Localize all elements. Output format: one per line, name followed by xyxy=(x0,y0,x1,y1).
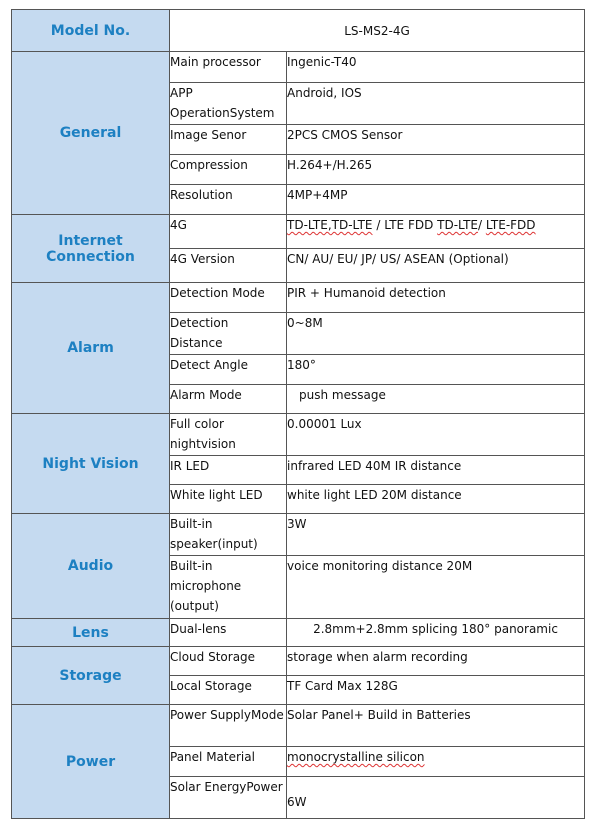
row-value: H.264+/H.265 xyxy=(287,155,585,185)
row-value: Android, IOS xyxy=(287,83,585,125)
row-label: Main processor xyxy=(170,52,287,83)
row-label: 4G xyxy=(170,215,287,249)
row-label: Alarm Mode xyxy=(170,385,287,414)
row-label: Detect Angle xyxy=(170,355,287,385)
row-label: Panel Material xyxy=(170,747,287,777)
section-night-vision: Night Vision xyxy=(12,414,170,514)
table-row xyxy=(12,414,585,456)
row-label: Solar EnergyPower xyxy=(170,777,287,819)
row-label: Image Senor xyxy=(170,125,287,155)
row-label: Built-in speaker(input) xyxy=(170,514,287,556)
row-value: Solar Panel+ Build in Batteries xyxy=(287,705,585,747)
row-value: PIR + Humanoid detection xyxy=(287,283,585,313)
row-value: TF Card Max 128G xyxy=(287,676,585,705)
row-value: TD-LTE,TD-LTE / LTE FDD TD-LTE/ LTE-FDD xyxy=(287,215,585,249)
row-label: Cloud Storage xyxy=(170,647,287,676)
row-value: 180° xyxy=(287,355,585,385)
model-label: Model No. xyxy=(12,10,170,52)
table-row xyxy=(12,283,585,313)
spec-table xyxy=(11,9,585,819)
row-value: 2PCS CMOS Sensor xyxy=(287,125,585,155)
row-label: Compression xyxy=(170,155,287,185)
section-lens: Lens xyxy=(12,619,170,647)
row-label: Built-in microphone (output) xyxy=(170,556,287,619)
row-value: Ingenic-T40 xyxy=(287,52,585,83)
row-value: push message xyxy=(287,385,585,414)
row-label: Full color nightvision xyxy=(170,414,287,456)
row-label: Power SupplyMode xyxy=(170,705,287,747)
row-label: Dual-lens xyxy=(170,619,287,647)
model-row xyxy=(12,10,585,52)
row-label: IR LED xyxy=(170,456,287,485)
row-label: Detection Mode xyxy=(170,283,287,313)
row-value: 6W xyxy=(287,777,585,819)
section-audio: Audio xyxy=(12,514,170,619)
row-value: CN/ AU/ EU/ JP/ US/ ASEAN (Optional) xyxy=(287,249,585,283)
row-value: storage when alarm recording xyxy=(287,647,585,676)
row-label: 4G Version xyxy=(170,249,287,283)
row-label: Resolution xyxy=(170,185,287,215)
row-label: Detection Distance xyxy=(170,313,287,355)
row-value: infrared LED 40M IR distance xyxy=(287,456,585,485)
table-row xyxy=(12,647,585,676)
row-value: 2.8mm+2.8mm splicing 180° panoramic xyxy=(287,619,585,647)
model-value: LS-MS2-4G xyxy=(170,10,585,52)
section-power: Power xyxy=(12,705,170,819)
table-row xyxy=(12,52,585,83)
row-label: Local Storage xyxy=(170,676,287,705)
table-row xyxy=(12,619,585,647)
table-row xyxy=(12,514,585,556)
table-row xyxy=(12,705,585,747)
row-value: white light LED 20M distance xyxy=(287,485,585,514)
table-row xyxy=(12,215,585,249)
section-general: General xyxy=(12,52,170,215)
row-label: APP OperationSystem xyxy=(170,83,287,125)
section-internet-connection: Internet Connection xyxy=(12,215,170,283)
row-value: 0~8M xyxy=(287,313,585,355)
row-value: 0.00001 Lux xyxy=(287,414,585,456)
section-alarm: Alarm xyxy=(12,283,170,414)
row-value: 4MP+4MP xyxy=(287,185,585,215)
row-label: White light LED xyxy=(170,485,287,514)
row-value: 3W xyxy=(287,514,585,556)
row-value: monocrystalline silicon xyxy=(287,747,585,777)
row-value: voice monitoring distance 20M xyxy=(287,556,585,619)
section-storage: Storage xyxy=(12,647,170,705)
